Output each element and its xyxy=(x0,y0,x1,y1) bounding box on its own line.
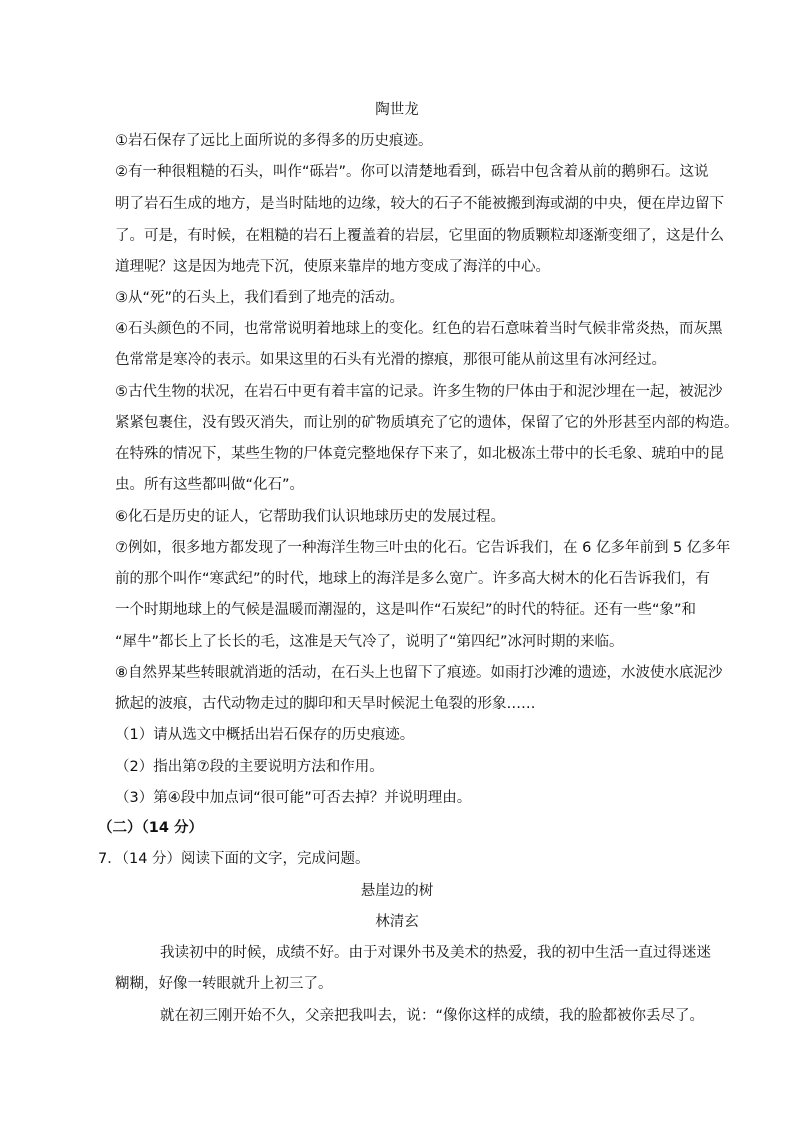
paragraph-8-line: 掀起的波痕，古代动物走过的脚印和天旱时候泥土龟裂的形象…… xyxy=(115,696,536,712)
paragraph-5-line: ⑤古代生物的状况，在岩石中更有着丰富的记录。许多生物的尸体由于和泥沙埋在一起，被泥沙 xyxy=(115,384,723,400)
passage2-author: 林清玄 xyxy=(375,914,419,930)
passage1-author: 陶世龙 xyxy=(375,102,419,118)
passage2-title: 悬崖边的树 xyxy=(360,883,434,899)
paragraph-2-line: 道理呢？这是因为地壳下沉，使原来靠岸的地方变成了海洋的中心。 xyxy=(115,259,550,275)
paragraph-7-line: 前的那个叫作“寒武纪”的时代，地球上的海洋是多么宽广。许多高大树木的化石告诉我们，有 xyxy=(115,571,711,587)
paragraph-5-line: 虫。所有这些都叫做“化石”。 xyxy=(115,477,305,493)
paragraph-3: ③从“死”的石头上，我们看到了地壳的活动。 xyxy=(115,290,405,306)
passage2-paragraph-1-line: 糊糊，好像一转眼就升上初三了。 xyxy=(115,976,333,992)
paragraph-2-line: 了。可是，有时候，在粗糙的岩石上覆盖着的岩层，它里面的物质颗粒却逐渐变细了，这是什么 xyxy=(115,228,724,244)
paragraph-5-line: 紧紧包裹住，没有毁灭消失，而让别的矿物质填充了它的遗体，保留了它的外形甚至内部的构造。 xyxy=(115,415,739,431)
paragraph-2-line: 明了岩石生成的地方，是当时陆地的边缘，较大的石子不能被搬到海或湖的中央，便在岸边留下 xyxy=(115,196,724,212)
passage2-paragraph-1-line: 我读初中的时候，成绩不好。由于对课外书及美术的热爱，我的初中生活一直过得迷迷 xyxy=(160,945,711,961)
question-7-prompt: 7．（14 分）阅读下面的文字，完成问题。 xyxy=(98,851,370,867)
paragraph-2-line: ②有一种很粗糙的石头，叫作“砾岩”。你可以清楚地看到，砾岩中包含着从前的鹅卵石。这说 xyxy=(115,164,709,180)
paragraph-4-line: ④石头颜色的不同，也常常说明着地球上的变化。红色的岩石意味着当时气候非常炎热，而灰黑 xyxy=(115,321,723,337)
question-item: （2）指出第⑦段的主要说明方法和作用。 xyxy=(115,759,384,775)
paragraph-8-line: ⑧自然界某些转眼就消逝的活动，在石头上也留下了痕迹。如雨打沙滩的遗迹，水波使水底泥沙 xyxy=(115,665,723,681)
question-item: （1）请从选文中概括出岩石保存的历史痕迹。 xyxy=(115,727,415,743)
passage2-paragraph-2: 就在初三刚开始不久，父亲把我叫去，说：“像你这样的成绩，我的脸都被你丢尽了。 xyxy=(160,1008,705,1024)
question-item: （3）第④段中加点词“很可能”可否去掉？并说明理由。 xyxy=(115,790,472,806)
paragraph-5-line: 在特殊的情况下，某些生物的尸体竟完整地保存下来了，如北极冻土带中的长毛象、琥珀中的昆 xyxy=(115,446,724,462)
paragraph-1: ①岩石保存了远比上面所说的多得多的历史痕迹。 xyxy=(115,133,433,149)
paragraph-7-line: 一个时期地球上的气候是温暖而潮湿的，这是叫作“石炭纪”的时代的特征。还有一些“象”和 xyxy=(115,602,697,618)
paragraph-4-line: 色常常是寒冷的表示。如果这里的石头有光滑的擦痕，那很可能从前这里有冰河经过。 xyxy=(115,352,666,368)
paragraph-7-line: ⑦例如，很多地方都发现了一种海洋生物三叶虫的化石。它告诉我们，在 6 亿多年前到 5 亿多年 xyxy=(115,540,731,556)
paragraph-7-line: “犀牛”都长上了长长的毛，这准是天气冷了，说明了“第四纪”冰河时期的来临。 xyxy=(115,634,624,650)
section-heading: （二）（14 分） xyxy=(98,820,203,836)
paragraph-6: ⑥化石是历史的证人，它帮助我们认识地球历史的发展过程。 xyxy=(115,509,505,525)
